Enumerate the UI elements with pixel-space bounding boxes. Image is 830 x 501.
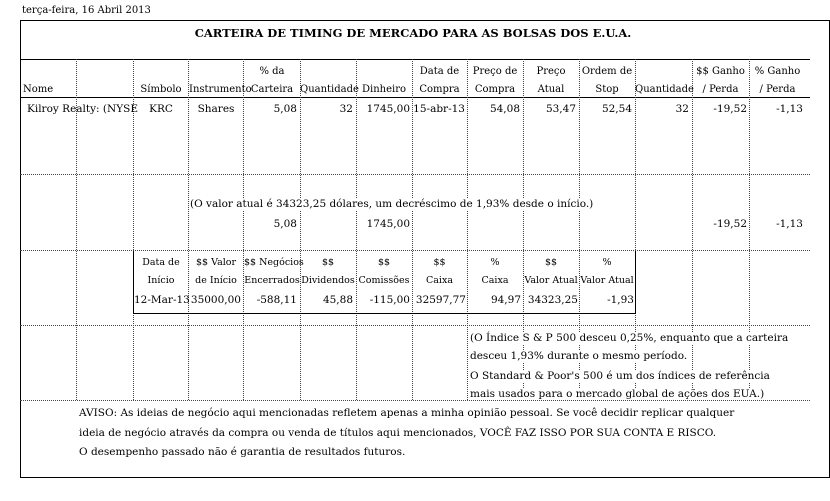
stats-header-caixa-pct-1: % xyxy=(490,257,500,268)
header-preco-atual-1: Preço xyxy=(536,66,566,77)
stats-header-valor-atual-pct-2: Valor Atual xyxy=(580,275,634,286)
header-quantidade: Quantidade xyxy=(300,84,359,95)
stats-header-valor-atual-pct-1: % xyxy=(602,257,612,268)
position-nome: Kilroy Realty: (NYSE xyxy=(27,103,139,115)
stats-value-caixa-usd: 32597,77 xyxy=(415,294,466,306)
stats-header-valor-inicio-2: de Início xyxy=(195,275,237,286)
header-ganho-pct-2: / Perda xyxy=(759,84,796,95)
disclaimer-line-3: O desempenho passado não é garantia de resultados futuros. xyxy=(79,446,406,458)
stats-value-comissoes: -115,00 xyxy=(369,294,410,306)
stats-header-valor-atual-2: Valor Atual xyxy=(524,275,578,286)
header-data-compra-1: Data de xyxy=(419,66,460,77)
position-preco-compra: 54,08 xyxy=(489,103,520,115)
stats-header-comissoes-2: Comissões xyxy=(358,275,410,286)
stats-header-data-inicio-1: Data de xyxy=(142,257,180,268)
index-note-line-4: mais usados para o mercado global de ações dos EUA.) xyxy=(470,388,765,400)
header-ganho-pct-1: % Ganho xyxy=(754,66,801,77)
index-note-line-1: (O Índice S & P 500 desceu 0,25%, enquanto que a carteira xyxy=(470,332,789,344)
disclaimer-line-1: AVISO: As ideias de negócio aqui mencionadas refletem apenas a minha opinião pessoal. Se você decidir replicar qualquer xyxy=(79,407,735,419)
stats-header-valor-inicio-1: $$ Valor xyxy=(195,257,237,268)
header-preco-compra-2: Compra xyxy=(474,84,516,95)
stats-header-negocios-1: $$ Negócios xyxy=(244,257,304,268)
header-ganho-usd-1: $$ Ganho xyxy=(696,66,745,77)
stats-value-data-inicio: 12-Mar-13 xyxy=(134,294,190,306)
header-nome: Nome xyxy=(23,84,54,95)
position-quantidade-2: 32 xyxy=(675,103,689,115)
stats-value-valor-atual-pct: -1,93 xyxy=(607,294,634,306)
stats-border xyxy=(133,313,635,314)
position-quantidade: 32 xyxy=(339,103,353,115)
position-instrumento: Shares xyxy=(197,103,235,115)
date-line: terça-feira, 16 Abril 2013 xyxy=(22,5,151,16)
stats-value-valor-inicio: 35000,00 xyxy=(190,294,241,306)
position-simbolo: KRC xyxy=(149,103,173,115)
stats-border xyxy=(635,251,636,314)
position-ganho-pct: -1,13 xyxy=(776,103,803,115)
header-ganho-usd-2: / Perda xyxy=(702,84,739,95)
stats-value-valor-atual: 34323,25 xyxy=(527,294,578,306)
stats-header-dividendos-1: $$ xyxy=(321,257,335,268)
stats-value-dividendos: 45,88 xyxy=(322,294,353,306)
stats-header-caixa-usd-1: $$ xyxy=(433,257,446,268)
position-preco-atual: 53,47 xyxy=(545,103,576,115)
stats-header-caixa-pct-2: Caixa xyxy=(481,275,509,286)
position-ordem-stop: 52,54 xyxy=(601,103,632,115)
stats-header-caixa-usd-2: Caixa xyxy=(426,275,453,286)
header-data-compra-2: Compra xyxy=(419,84,460,95)
summary-ganho-pct: -1,13 xyxy=(776,218,803,230)
divider-dotted-4 xyxy=(20,400,810,401)
index-note-line-2: desceu 1,93% durante o mesmo período. xyxy=(470,350,688,362)
report-title: CARTEIRA DE TIMING DE MERCADO PARA AS BOLSAS DOS E.U.A. xyxy=(194,26,632,40)
position-pct-carteira: 5,08 xyxy=(273,103,297,115)
stats-header-comissoes-1: $$ xyxy=(377,257,391,268)
position-dinheiro: 1745,00 xyxy=(366,103,410,115)
header-pct-carteira-2: Carteira xyxy=(250,84,294,95)
stats-value-caixa-pct: 94,97 xyxy=(490,294,521,306)
position-data-compra: 15-abr-13 xyxy=(413,103,465,115)
header-pct-carteira-1: % da xyxy=(259,66,285,77)
stats-header-data-inicio-2: Início xyxy=(147,275,175,286)
header-dinheiro: Dinheiro xyxy=(361,84,406,95)
summary-note: (O valor atual é 34323,25 dólares, um decréscimo de 1,93% desde o início.) xyxy=(190,198,594,210)
stats-header-negocios-2: Encerrados xyxy=(244,275,300,286)
header-simbolo: Símbolo xyxy=(140,84,182,95)
header-preco-compra-1: Preço de xyxy=(472,66,518,77)
summary-dinheiro: 1745,00 xyxy=(366,218,410,230)
header-quantidade-2: Quantidade xyxy=(635,84,694,95)
index-note-line-3: O Standard & Poor's 500 é um dos índices de referência xyxy=(470,370,770,382)
header-instrumento: Instrumento xyxy=(189,84,252,95)
stats-value-negocios: -588,11 xyxy=(256,294,297,306)
header-ordem-stop-1: Ordem de xyxy=(581,66,633,77)
summary-ganho-usd: -19,52 xyxy=(713,218,747,230)
position-ganho-usd: -19,52 xyxy=(713,103,747,115)
stats-header-valor-atual-1: $$ xyxy=(544,257,558,268)
summary-pct-carteira: 5,08 xyxy=(273,218,297,230)
header-ordem-stop-2: Stop xyxy=(595,84,619,95)
disclaimer-line-2: ideia de negócio através da compra ou venda de títulos aqui mencionados, VOCÊ FAZ ISSO POR SUA CONTA E RISCO. xyxy=(79,427,717,439)
header-preco-atual-2: Atual xyxy=(537,84,565,95)
stats-header-dividendos-2: Dividendos xyxy=(301,275,355,286)
